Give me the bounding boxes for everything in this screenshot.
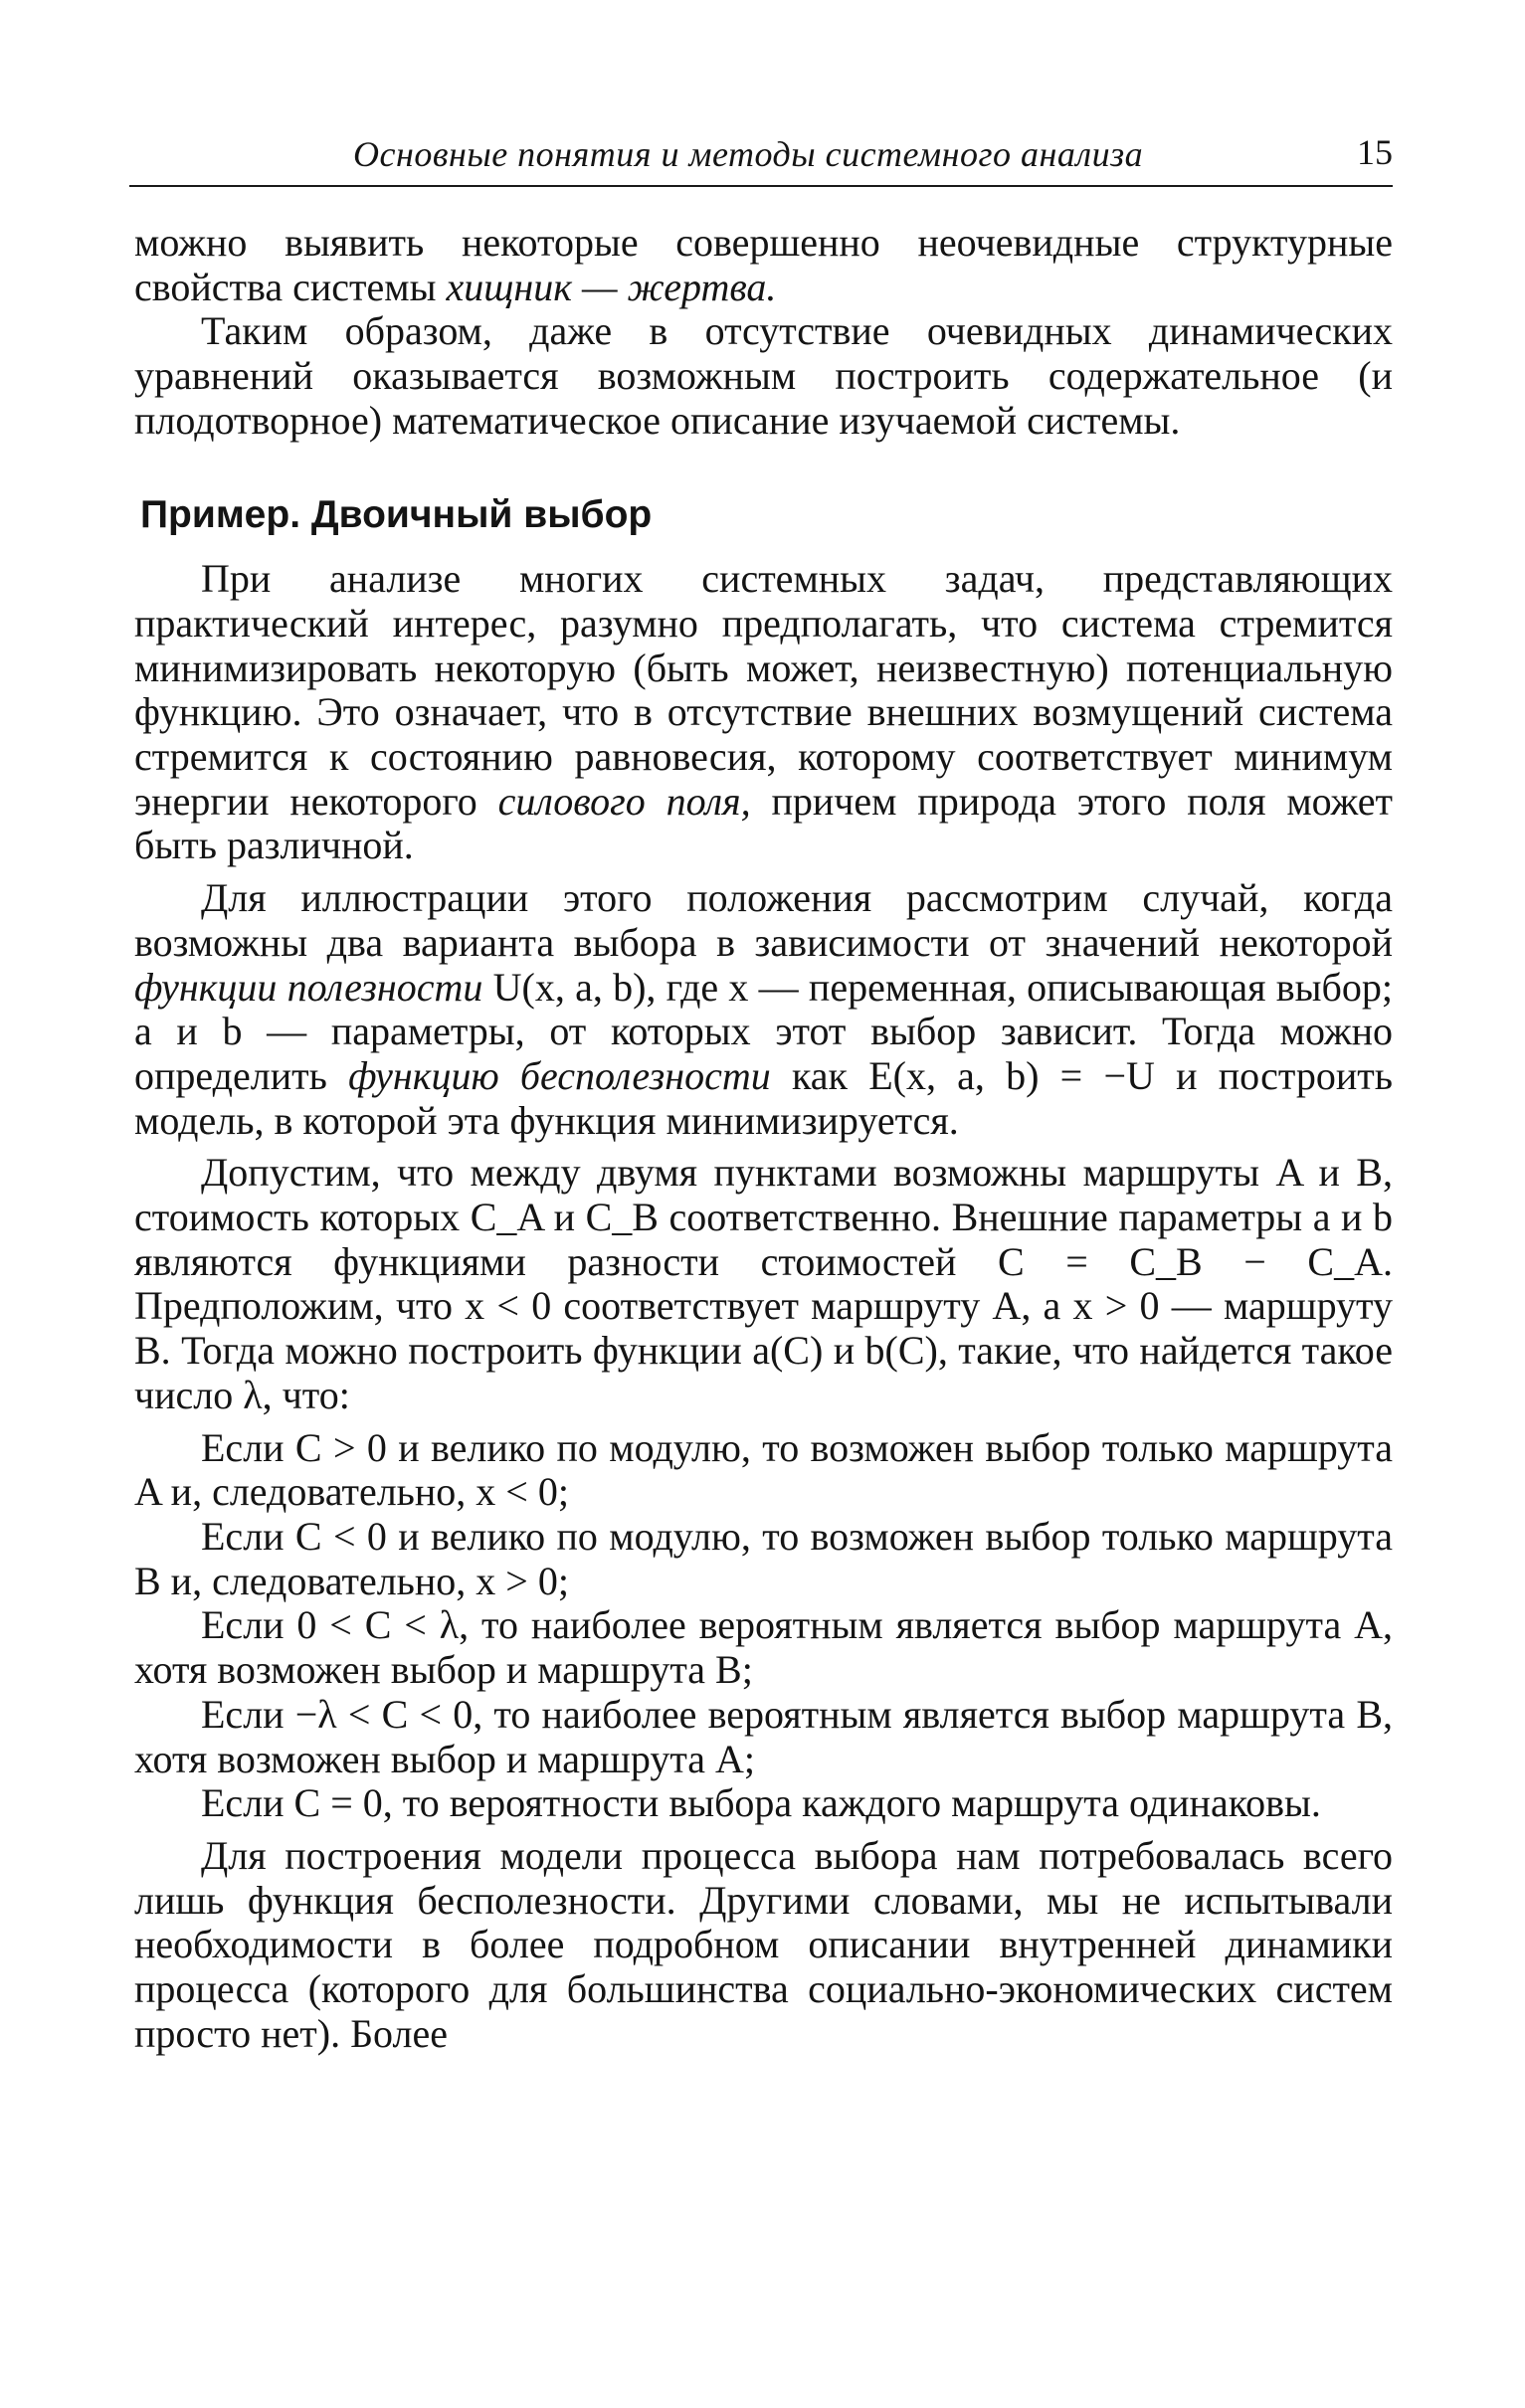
paragraph-3-text-b: причем природа этого поля может быть различной. <box>134 778 1393 868</box>
paragraph-4-text-c: как E(x, a, b) = −U и построить модель, в которой эта функция минимизируется. <box>134 1052 1394 1143</box>
body-text <box>134 221 1393 2056</box>
paragraph-8: Если 0 < C < λ, то наиболее вероятным является выбор маршрута A, хотя возможен выбор и маршрута B; <box>134 1602 1393 1693</box>
running-title: Основные понятия и методы системного анализа <box>353 134 1144 174</box>
section-heading: Пример. Двоичный выбор <box>140 492 653 536</box>
paragraph-6: Если C > 0 и велико по модулю, то возможен выбор только маршрута A и, следовательно, x < 0; <box>134 1424 1393 1515</box>
paragraph-5: Допустим, что между двумя пунктами возможны маршруты A и B, стоимость которых C_A и C_B соответственно. Внешние параметры a и b являются функциями разности стоимостей C = C_B − C_A. Предположим, что x < 0 соответствует маршруту A, а x > 0 — маршруту B. Тогда можно построить функции a(C) и b(C), такие, что найдется такое число λ, что: <box>134 1150 1393 1417</box>
page-number: 15 <box>1357 132 1393 172</box>
paragraph-1-text: можно выявить некоторые совершенно неочевидные структурные свойства системы <box>134 220 1393 309</box>
paragraph-1-emphasis: хищник — жертва. <box>446 264 777 309</box>
page-header <box>129 127 1393 187</box>
paragraph-3-text-a: При анализе многих системных задач, представляющих практический интерес, разумно предполагать, что система стремится минимизировать некоторую (быть может, неизвестную) потенциальную функцию. Это означает, что в отсутствие внешних возмущений система стремится к состоянию равновесия, которому соответствует минимум энергии некоторого <box>134 556 1393 824</box>
paragraph-4-text-b: U(x, a, b), где x — переменная, описывающая выбор; a и b — параметры, от которых этот выбор зависит. Тогда можно определить <box>134 964 1393 1098</box>
paragraph-7: Если C < 0 и велико по модулю, то возможен выбор только маршрута B и, следовательно, x > 0; <box>134 1513 1393 1603</box>
paragraph-2: Таким образом, даже в отсутствие очевидных динамических уравнений оказывается возможным построить содержательное (и плодотворное) математическое описание изучаемой системы. <box>134 308 1393 443</box>
paragraph-4 <box>134 876 1393 1143</box>
paragraph-3-emphasis: силового поля, <box>497 778 751 824</box>
paragraph-10: Если C = 0, то вероятности выбора каждого маршрута одинаковы. <box>201 1780 1321 1826</box>
paragraph-4-text-a: Для иллюстрации этого положения рассмотрим случай, когда возможны два варианта выбора в зависимости от значений некоторой <box>134 875 1393 965</box>
paragraph-9: Если −λ < C < 0, то наиболее вероятным является выбор маршрута B, хотя возможен выбор и маршрута A; <box>134 1691 1393 1781</box>
paragraph-11: Для построения модели процесса выбора нам потребовалась всего лишь функция бесполезности. Другими словами, мы не испытывали необходимости в более подробном описании внутренней динамики процесса (которого для большинства социально-экономических систем просто нет). Более <box>134 1832 1393 2056</box>
paragraph-1 <box>134 221 1393 309</box>
paragraph-3 <box>134 557 1393 868</box>
paragraph-4-emphasis-2: функцию бесполезности <box>348 1052 771 1098</box>
paragraph-4-emphasis-1: функции полезности <box>134 964 483 1010</box>
